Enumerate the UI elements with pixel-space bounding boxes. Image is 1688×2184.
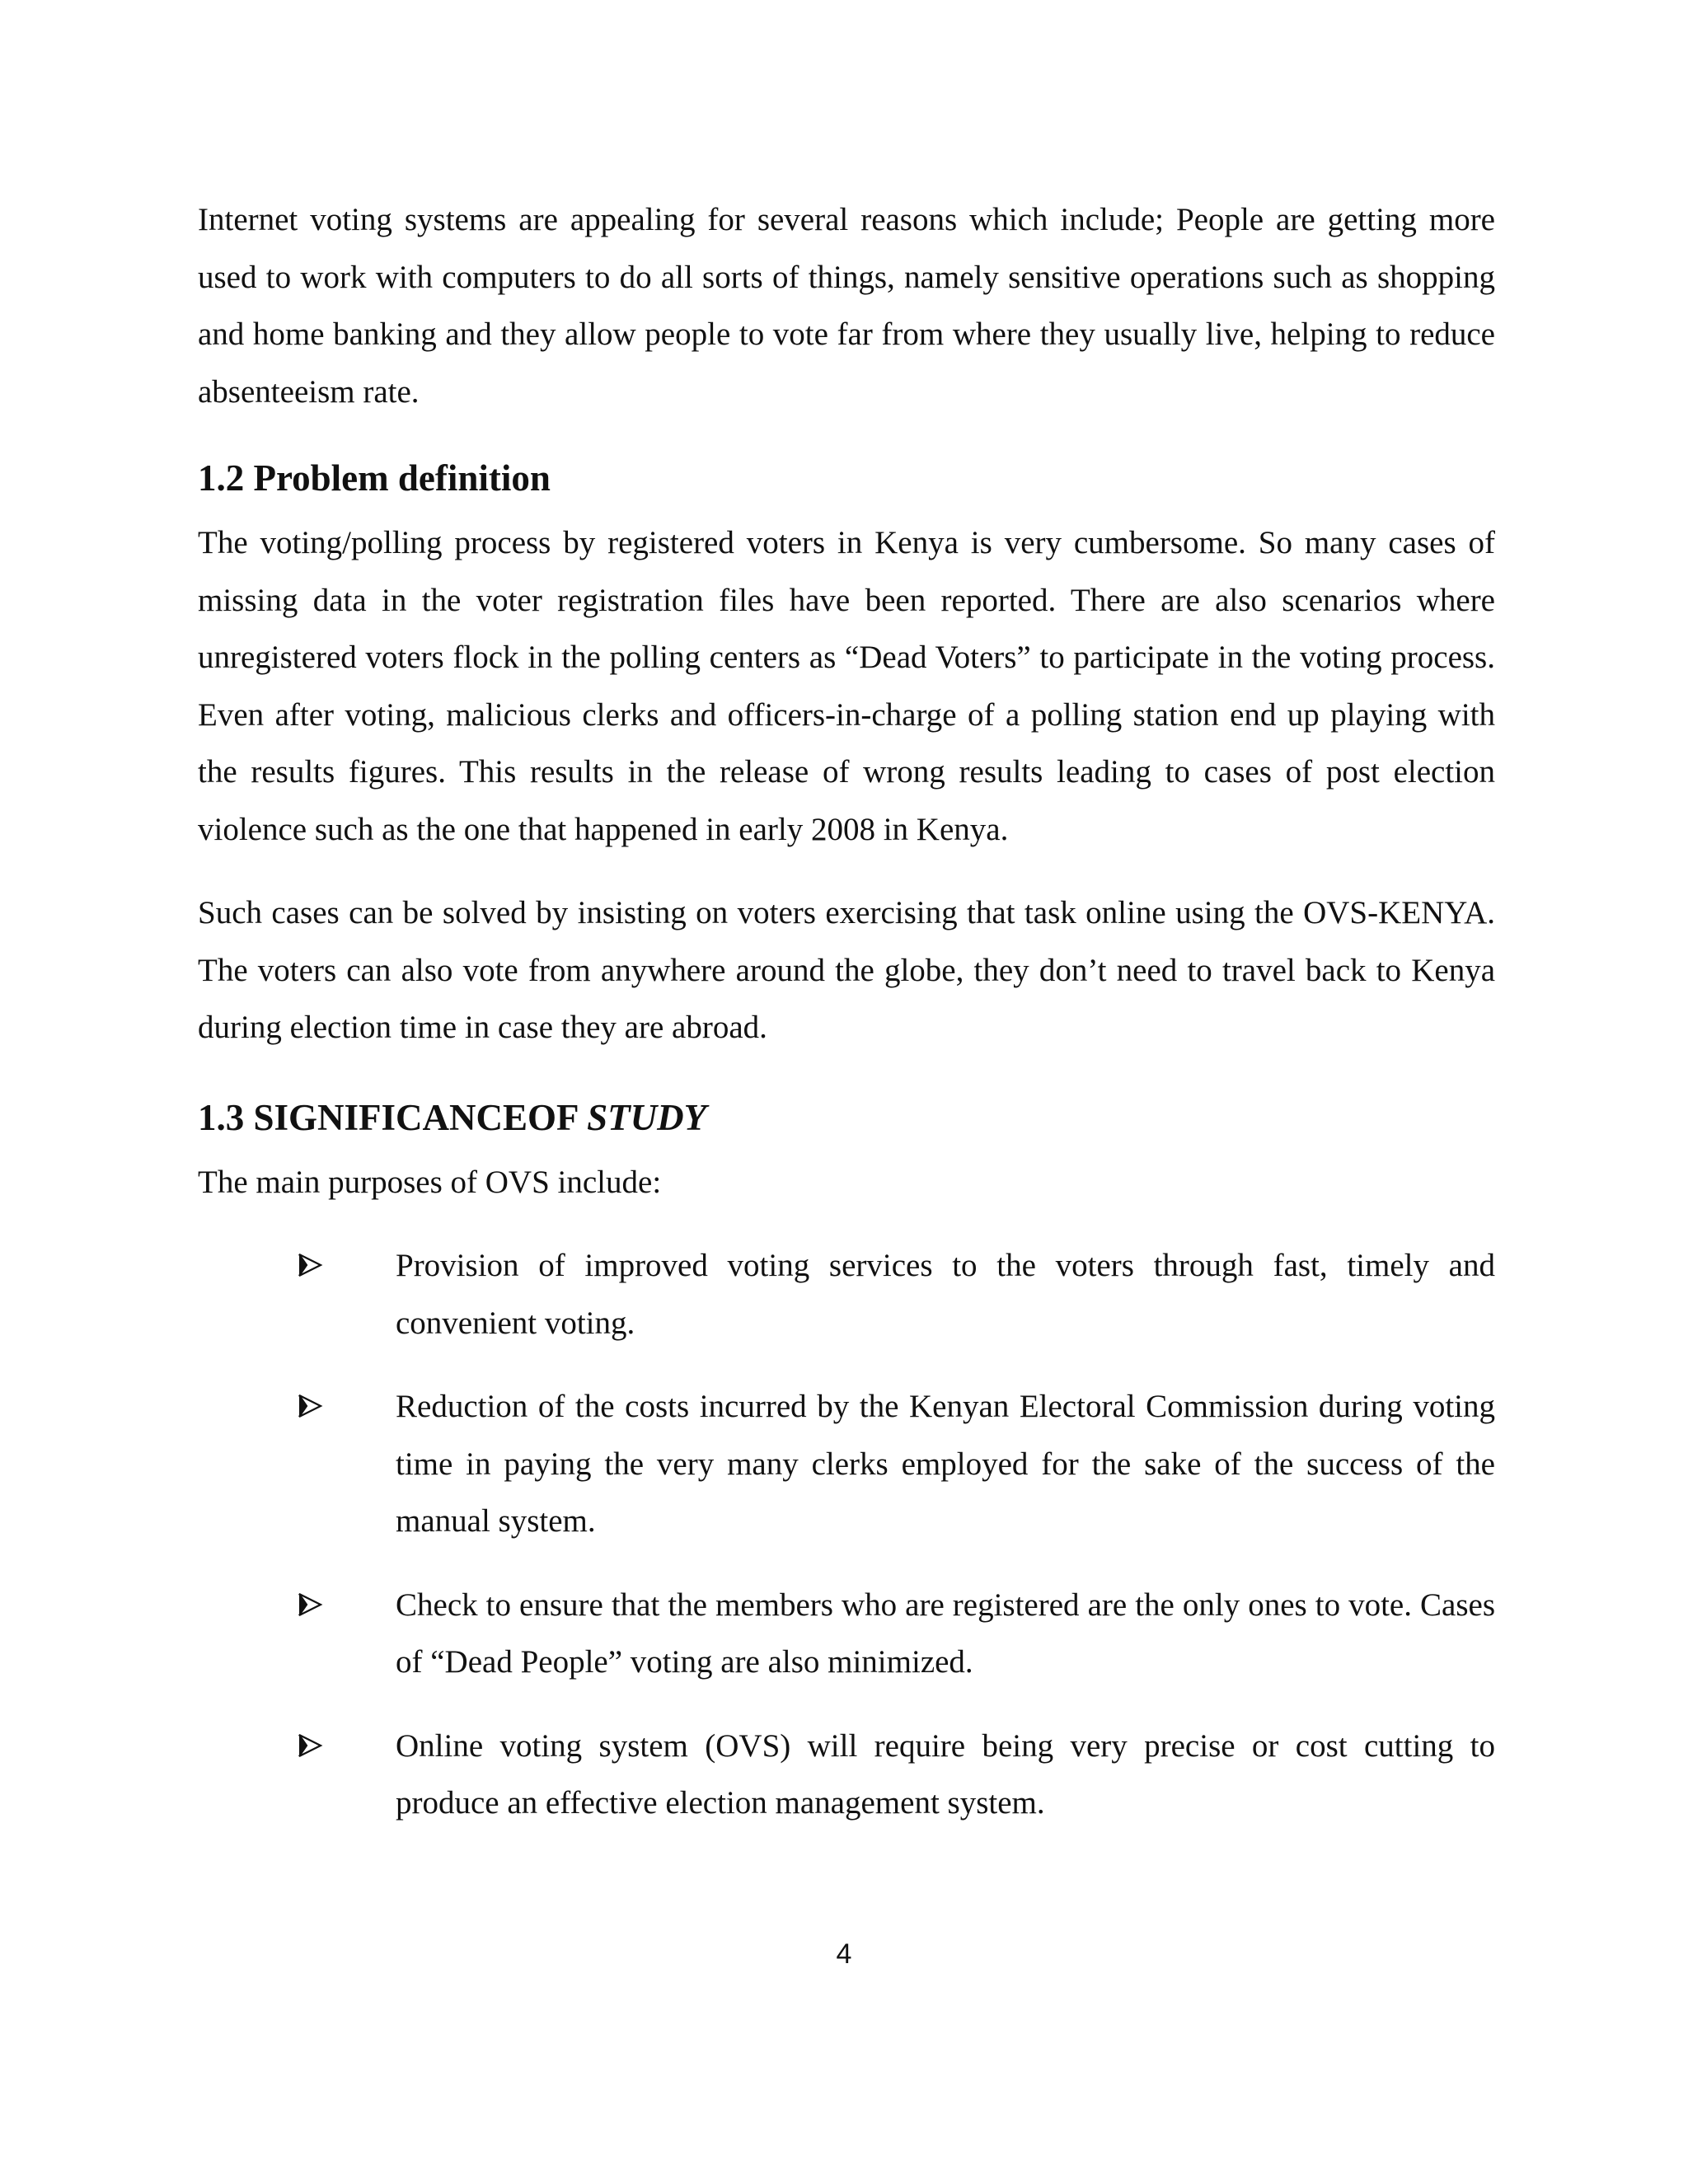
list-item bbox=[198, 1237, 1495, 1352]
significance-heading-main: 1.3 SIGNIFICANCEOF bbox=[198, 1096, 588, 1138]
list-item bbox=[198, 1577, 1495, 1691]
problem-paragraph-1: The voting/polling process by registered voters in Kenya is very cumbersome. So many cases of missing data in the voter registration files have been reported. There are also scenarios where unregistered voters flock in the polling centers as “Dead Voters” to participate in the voting process. Even after voting, malicious clerks and officers-in-charge of a polling station end up playing with the results figures. This results in the release of wrong results leading to cases of post election violence such as the one that happened in early 2008 in Kenya. bbox=[198, 525, 1495, 847]
list-item-text: Provision of improved voting services to the voters through fast, timely and convenient voting. bbox=[396, 1248, 1495, 1341]
intro-paragraph: Internet voting systems are appealing for several reasons which include; People are getting more used to work with computers to do all sorts of things, namely sensitive operations such as shopping and home banking and they allow people to vote far from where they usually live, helping to reduce absenteeism rate. bbox=[198, 202, 1495, 410]
list-item bbox=[198, 1718, 1495, 1832]
list-item-text: Online voting system (OVS) will require being very precise or cost cutting to produce an effective election management system. bbox=[396, 1727, 1495, 1821]
significance-heading bbox=[198, 1093, 1495, 1142]
problem-definition-heading: 1.2 Problem definition bbox=[198, 457, 551, 499]
significance-heading-italic: STUDY bbox=[587, 1096, 707, 1138]
page-number: 4 bbox=[836, 1938, 852, 1970]
document-page bbox=[198, 191, 1495, 1858]
list-item-text: Reduction of the costs incurred by the Kenyan Electoral Commission during voting time in paying the very many clerks employed for the sake of the success of the manual system. bbox=[396, 1389, 1495, 1539]
arrow-bullet-icon bbox=[297, 1252, 323, 1278]
problem-paragraph-2: Such cases can be solved by insisting on voters exercising that task online using the OVS-KENYA. The voters can also vote from anywhere around the globe, they don’t need to travel back to Kenya during election time in case they are abroad. bbox=[198, 895, 1495, 1045]
arrow-bullet-icon bbox=[297, 1393, 323, 1419]
list-item bbox=[198, 1378, 1495, 1550]
list-item-text: Check to ensure that the members who are registered are the only ones to vote. Cases of “Dead People” voting are also minimized. bbox=[396, 1586, 1495, 1680]
significance-intro: The main purposes of OVS include: bbox=[198, 1164, 662, 1200]
arrow-bullet-icon bbox=[297, 1732, 323, 1759]
arrow-bullet-icon bbox=[297, 1591, 323, 1618]
purposes-list bbox=[198, 1237, 1495, 1832]
